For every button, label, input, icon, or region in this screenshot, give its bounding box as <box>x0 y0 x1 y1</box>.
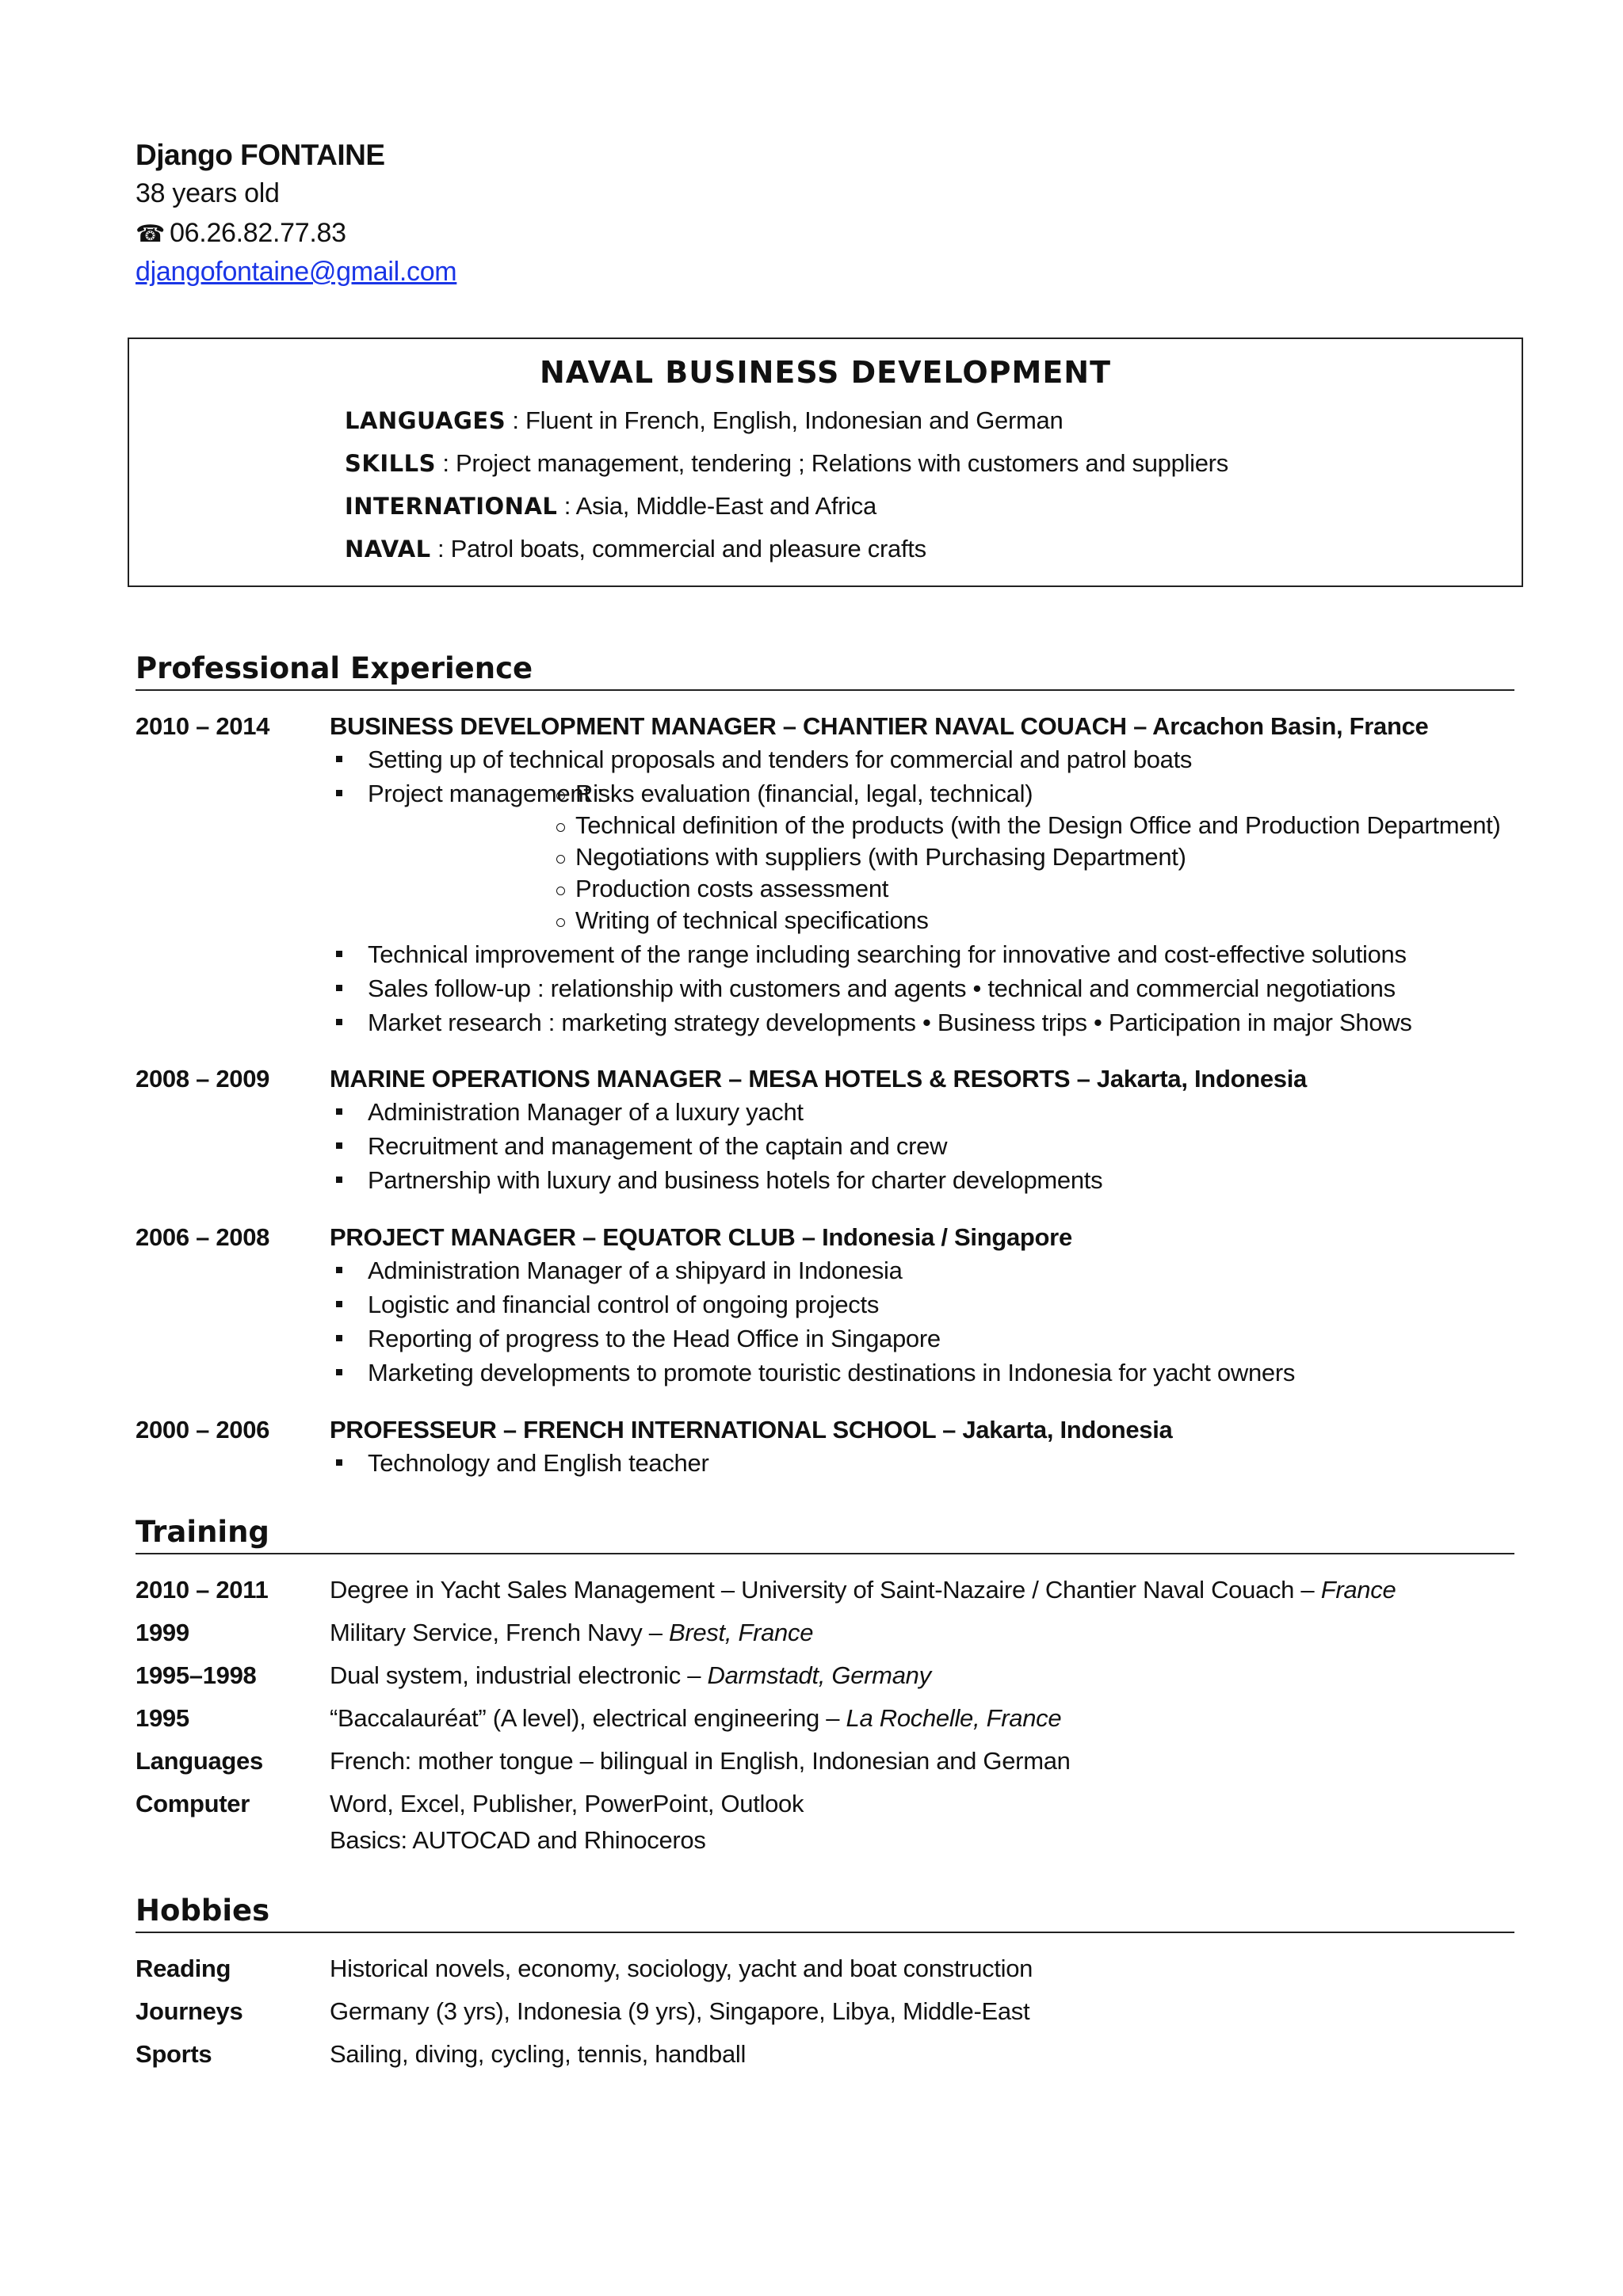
summary-line-languages <box>345 406 1228 448</box>
phone-number: 06.26.82.77.83 <box>170 217 346 248</box>
job-entry-french-school <box>136 1415 1530 1486</box>
hobbies-heading: Hobbies <box>136 1894 1514 1933</box>
job-entry-mesa <box>136 1064 1530 1207</box>
training-place: Brest, France <box>668 1619 814 1646</box>
sub-list-item <box>552 779 1500 810</box>
job-bullet-list <box>330 1448 708 1482</box>
bullet-text: Administration Manager of a luxury yacht <box>368 1098 804 1126</box>
square-bullet-icon <box>336 985 342 991</box>
job-years: 2006 – 2008 <box>136 1223 270 1251</box>
list-item <box>330 1097 1102 1131</box>
square-bullet-icon <box>336 1369 342 1375</box>
bullet-text: Technology and English teacher <box>368 1449 709 1477</box>
square-bullet-icon <box>336 1335 342 1341</box>
square-bullet-icon <box>336 1301 342 1307</box>
summary-box <box>128 338 1523 587</box>
bullet-text: Marketing developments to promote touristic destinations in Indonesia for yacht owners <box>368 1359 1296 1386</box>
sub-list-item <box>552 906 1500 937</box>
bullet-text: Market research : marketing strategy developments • Business trips • Participation in major Shows <box>368 1009 1412 1036</box>
job-entry-equator <box>136 1222 1530 1397</box>
circle-bullet-icon <box>556 791 565 800</box>
training-value <box>330 1618 813 1647</box>
list-item <box>330 974 1412 1008</box>
email-link[interactable]: djangofontaine@gmail.com <box>136 257 457 288</box>
list-item <box>330 1165 1102 1199</box>
square-bullet-icon <box>336 1267 342 1273</box>
training-label: 1995 <box>136 1704 189 1732</box>
job-years: 2000 – 2006 <box>136 1416 270 1444</box>
bullet-text: Setting up of technical proposals and tenders for commercial and patrol boats <box>368 746 1193 773</box>
training-label: 2010 – 2011 <box>136 1576 269 1604</box>
phone-line <box>136 214 456 254</box>
bullet-text: Partnership with luxury and business hotels for charter developments <box>368 1166 1103 1194</box>
hobby-row <box>136 1997 1530 2039</box>
training-value <box>330 1703 1061 1733</box>
hobby-value: Sailing, diving, cycling, tennis, handball <box>330 2040 747 2068</box>
square-bullet-icon <box>336 1108 342 1115</box>
candidate-name: Django FONTAINE <box>136 139 385 171</box>
training-label: Computer <box>136 1790 250 1817</box>
circle-bullet-icon <box>556 918 565 927</box>
experience-heading: Professional Experience <box>136 651 1514 691</box>
sub-item-text: Technical definition of the products (with the Design Office and Production Department) <box>575 811 1501 839</box>
training-heading: Training <box>136 1515 1514 1554</box>
training-row <box>136 1575 1530 1618</box>
summary-lines <box>345 406 1228 577</box>
summary-text: : Fluent in French, English, Indonesian and German <box>506 406 1064 434</box>
sub-item-text: Production costs assessment <box>575 875 889 902</box>
training-row <box>136 1661 1530 1703</box>
job-title: PROJECT MANAGER – EQUATOR CLUB – Indonesia / Singapore <box>330 1223 1072 1251</box>
training-row <box>136 1703 1530 1746</box>
circle-bullet-icon <box>556 855 565 864</box>
training-text: Degree in Yacht Sales Management – University of Saint-Nazaire / Chantier Naval Couach – <box>330 1576 1321 1604</box>
list-item <box>330 1008 1412 1042</box>
hobby-value: Germany (3 yrs), Indonesia (9 yrs), Singapore, Libya, Middle-East <box>330 1997 1030 2025</box>
sub-list-item <box>552 874 1500 906</box>
square-bullet-icon <box>336 790 342 796</box>
summary-text: : Project management, tendering ; Relations with customers and suppliers <box>436 449 1228 477</box>
job-title: BUSINESS DEVELOPMENT MANAGER – CHANTIER NAVAL COUACH – Arcachon Basin, France <box>330 712 1429 740</box>
training-label: Languages <box>136 1747 263 1775</box>
list-item <box>330 779 1501 940</box>
job-bullet-list <box>330 745 1501 1042</box>
sub-item-text: Writing of technical specifications <box>575 906 929 934</box>
summary-text: : Patrol boats, commercial and pleasure crafts <box>430 535 926 563</box>
bullet-text: Project management : <box>368 780 604 807</box>
candidate-age: 38 years old <box>136 178 280 209</box>
summary-text: : Asia, Middle-East and Africa <box>557 492 876 520</box>
hobby-label: Reading <box>136 1955 231 1982</box>
list-item <box>330 1358 1295 1392</box>
bullet-text: Recruitment and management of the captain and crew <box>368 1132 948 1160</box>
training-value: Word, Excel, Publisher, PowerPoint, Outlook <box>330 1790 804 1817</box>
circle-bullet-icon <box>556 887 565 895</box>
list-item <box>330 940 1412 974</box>
hobby-label: Sports <box>136 2040 212 2068</box>
square-bullet-icon <box>336 1177 342 1183</box>
job-entry-couach <box>136 711 1530 1052</box>
hobby-row <box>136 1954 1530 1997</box>
training-rows <box>136 1575 1530 1868</box>
hobby-value: Historical novels, economy, sociology, yacht and boat construction <box>330 1955 1033 1982</box>
job-years: 2010 – 2014 <box>136 712 270 740</box>
email-line <box>136 253 456 292</box>
job-title: PROFESSEUR – FRENCH INTERNATIONAL SCHOOL – Jakarta, Indonesia <box>330 1416 1173 1444</box>
summary-line-international <box>345 491 1228 534</box>
training-value <box>330 1575 1396 1604</box>
contact-header <box>136 136 456 292</box>
sub-list-item <box>552 842 1500 874</box>
square-bullet-icon <box>336 1459 342 1466</box>
project-management-sublist <box>552 779 1500 937</box>
bullet-text: Technical improvement of the range including searching for innovative and cost-effective solutions <box>368 940 1407 968</box>
training-row <box>136 1789 1530 1868</box>
training-label: 1995–1998 <box>136 1661 257 1689</box>
bullet-text: Administration Manager of a shipyard in Indonesia <box>368 1257 903 1284</box>
sub-list-item <box>552 810 1500 842</box>
bullet-text: Sales follow-up : relationship with customers and agents • technical and commercial negotiations <box>368 974 1396 1002</box>
training-label: 1999 <box>136 1619 189 1646</box>
summary-key: SKILLS <box>345 450 436 477</box>
job-bullet-list <box>330 1256 1295 1392</box>
summary-key: LANGUAGES <box>345 407 506 434</box>
training-row <box>136 1746 1530 1789</box>
summary-line-skills <box>345 448 1228 491</box>
square-bullet-icon <box>336 756 342 762</box>
training-value: French: mother tongue – bilingual in English, Indonesian and German <box>330 1747 1071 1775</box>
training-place: Darmstadt, Germany <box>707 1661 931 1689</box>
job-years: 2008 – 2009 <box>136 1065 270 1093</box>
list-item <box>330 1290 1295 1324</box>
square-bullet-icon <box>336 1142 342 1149</box>
bullet-text: Reporting of progress to the Head Office in Singapore <box>368 1325 941 1352</box>
training-place: La Rochelle, France <box>846 1704 1062 1732</box>
list-item <box>330 1131 1102 1165</box>
sub-item-text: Risks evaluation (financial, legal, technical) <box>575 780 1033 807</box>
hobby-row <box>136 2039 1530 2082</box>
training-value <box>330 1661 931 1690</box>
training-row <box>136 1618 1530 1661</box>
hobby-label: Journeys <box>136 1997 243 2025</box>
list-item <box>330 1256 1295 1290</box>
list-item <box>330 745 1412 779</box>
job-title: MARINE OPERATIONS MANAGER – MESA HOTELS & RESORTS – Jakarta, Indonesia <box>330 1065 1307 1093</box>
summary-title: NAVAL BUSINESS DEVELOPMENT <box>539 355 1112 390</box>
job-bullet-list <box>330 1097 1102 1199</box>
summary-line-naval <box>345 534 1228 577</box>
summary-key: INTERNATIONAL <box>345 493 558 520</box>
training-text: “Baccalauréat” (A level), electrical engineering – <box>330 1704 846 1732</box>
list-item <box>330 1324 1295 1358</box>
square-bullet-icon <box>336 951 342 957</box>
training-text: Dual system, industrial electronic – <box>330 1661 708 1689</box>
list-item <box>330 1448 708 1482</box>
square-bullet-icon <box>336 1019 342 1025</box>
bullet-text: Logistic and financial control of ongoing projects <box>368 1291 880 1318</box>
training-value-line2: Basics: AUTOCAD and Rhinoceros <box>330 1826 706 1854</box>
circle-bullet-icon <box>556 823 565 832</box>
hobbies-rows <box>136 1954 1530 2082</box>
phone-icon: ☎ <box>136 220 166 247</box>
sub-item-text: Negotiations with suppliers (with Purchasing Department) <box>575 843 1186 871</box>
training-place: France <box>1320 1576 1396 1604</box>
training-text: Military Service, French Navy – <box>330 1619 669 1646</box>
summary-key: NAVAL <box>345 536 431 563</box>
